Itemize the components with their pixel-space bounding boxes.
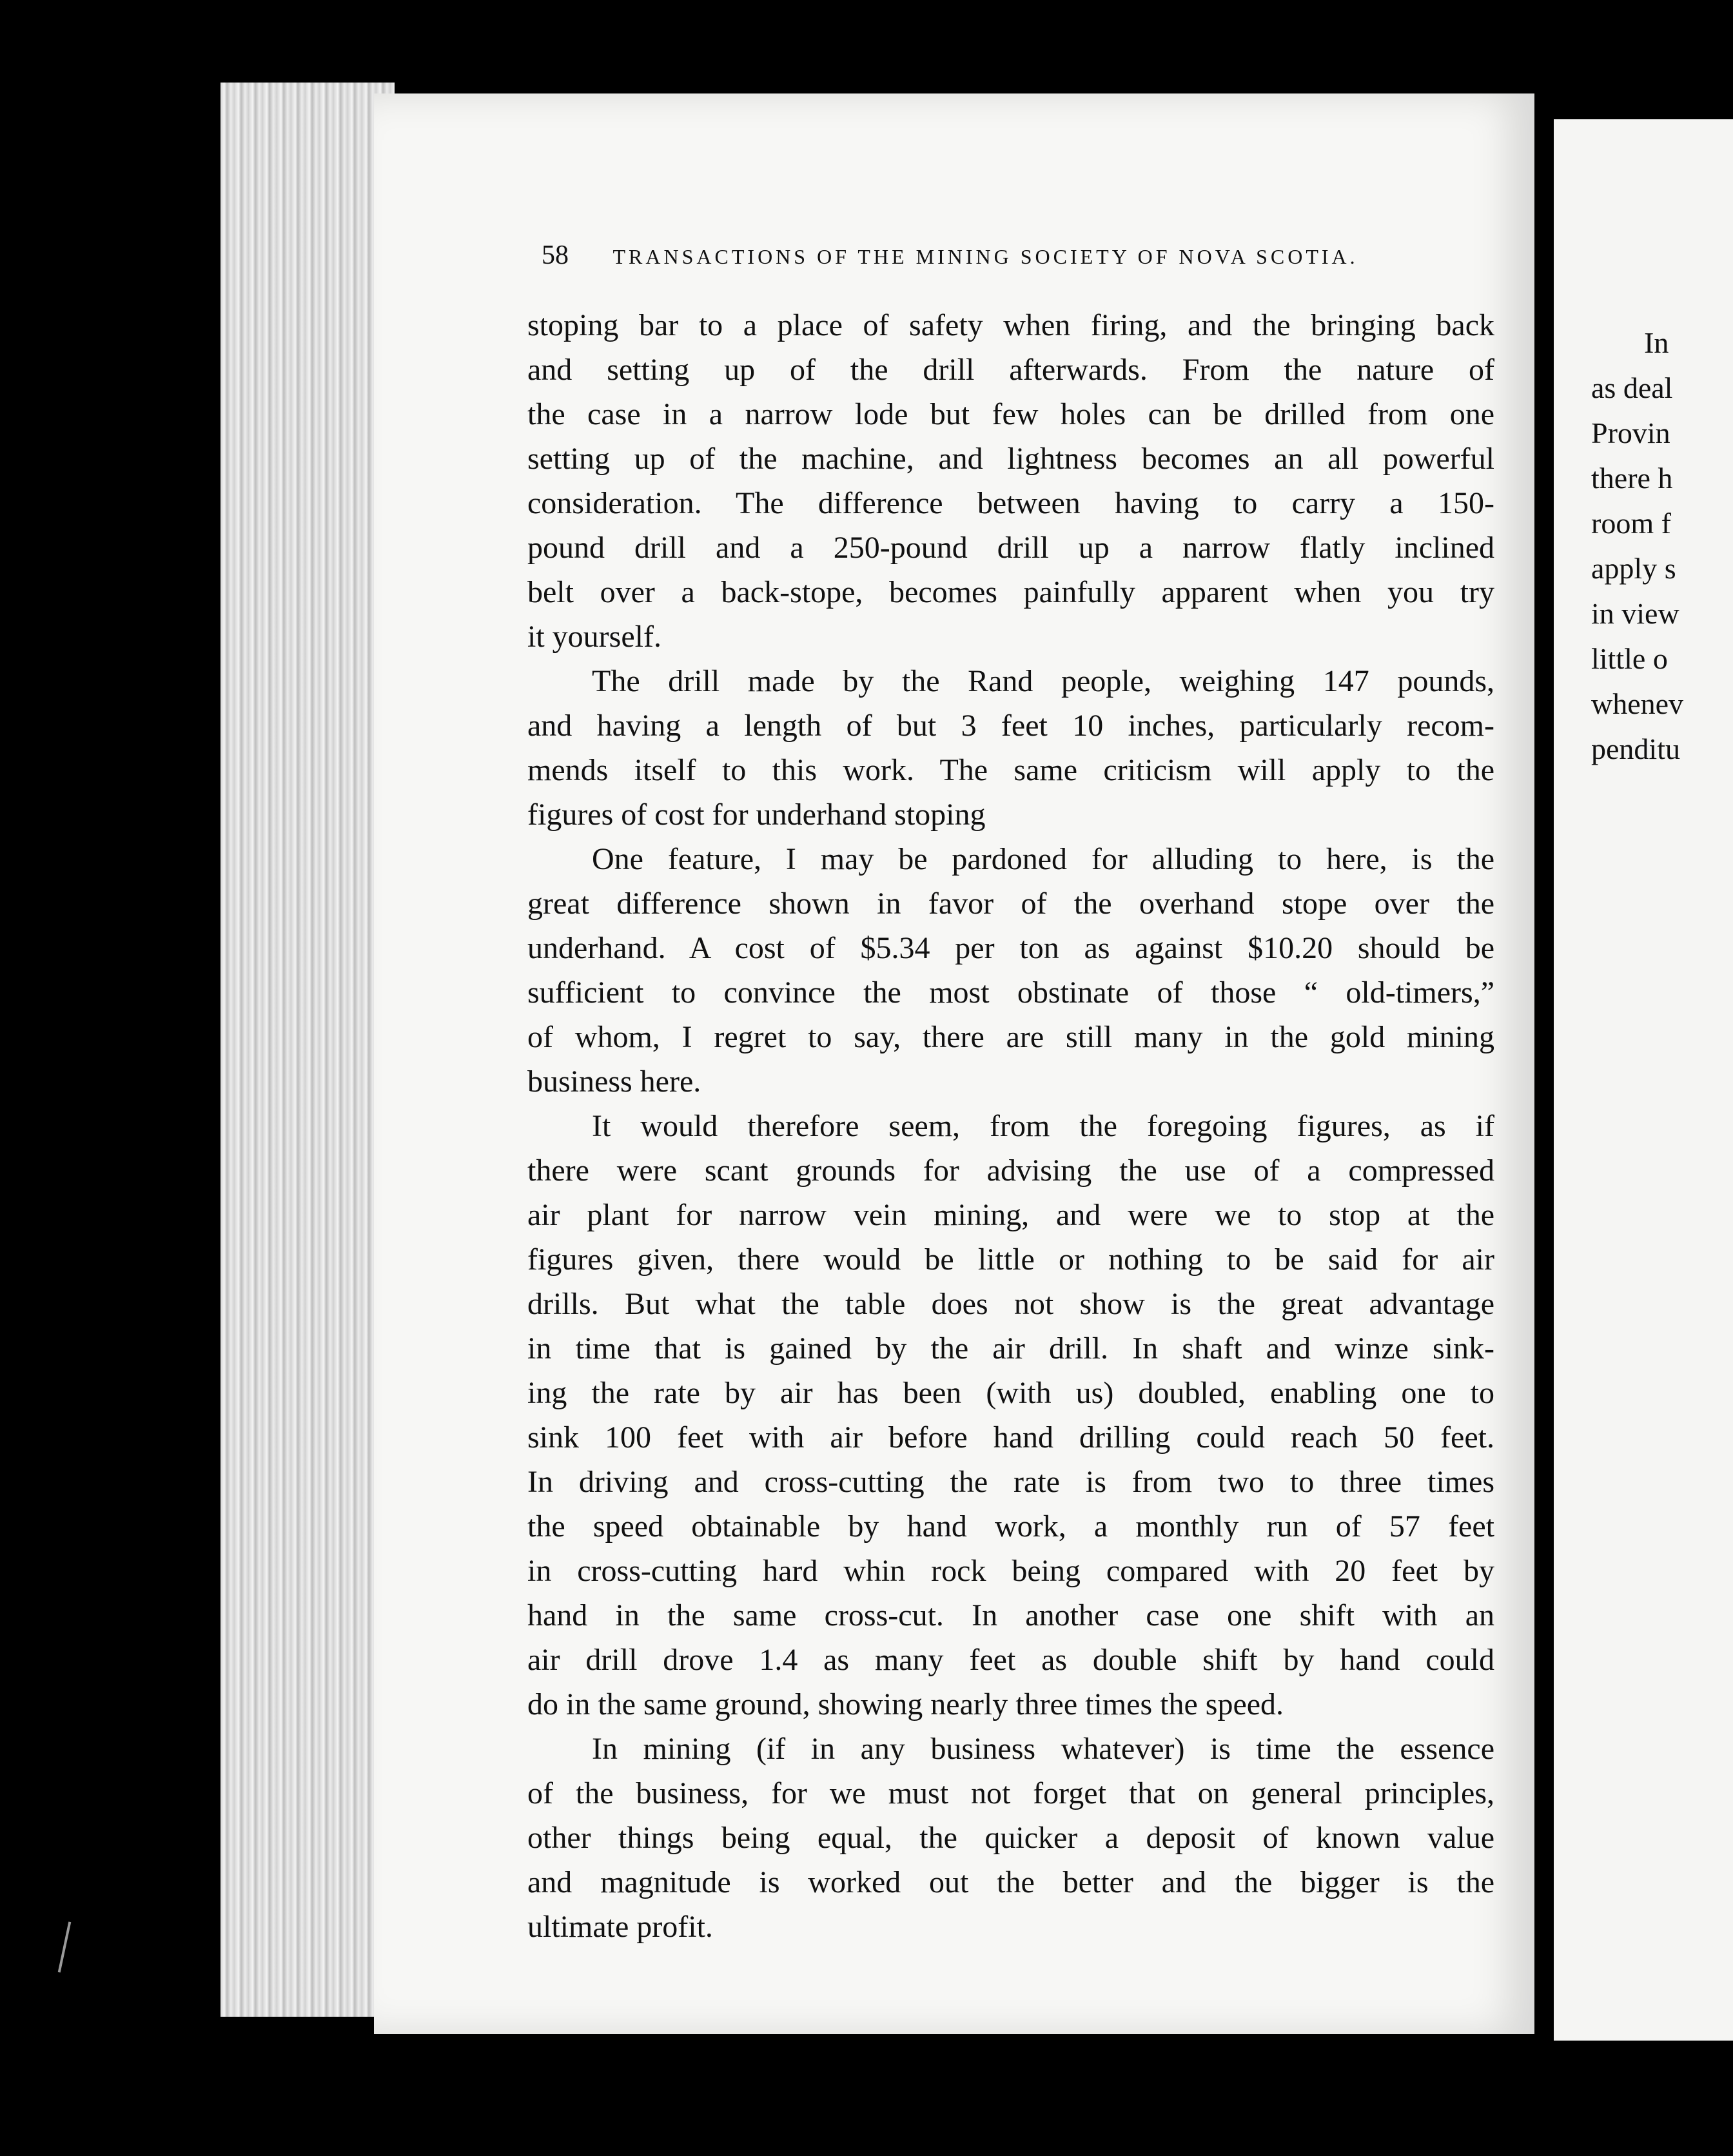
facing-page-line: in view (1591, 597, 1679, 630)
text-line: of the business, for we must not forget that on general principles, (527, 1776, 1494, 1810)
text-line: figures given, there would be little or nothing to be said for air (527, 1242, 1494, 1277)
facing-page-line: Provin (1591, 416, 1670, 449)
text-line: and magnitude is worked out the better and the bigger is the (527, 1865, 1494, 1899)
text-line: In driving and cross-cutting the rate is from two to three times (527, 1465, 1494, 1499)
running-head (542, 240, 1358, 271)
text-line: great difference shown in favor of the overhand stope over the (527, 887, 1494, 921)
text-line: setting up of the machine, and lightness becomes an all powerful (527, 442, 1494, 476)
text-line: the speed obtainable by hand work, a monthly run of 57 feet (527, 1509, 1494, 1544)
text-line: in cross-cutting hard whin rock being compared with 20 feet by (527, 1554, 1494, 1588)
scan-mark (58, 1921, 72, 1972)
text-line: there were scant grounds for advising the use of a compressed (527, 1153, 1494, 1188)
text-line: ultimate profit. (527, 1910, 713, 1944)
book-page-edges (220, 83, 395, 2017)
text-line: figures of cost for underhand stoping (527, 798, 986, 832)
text-line: the case in a narrow lode but few holes can be drilled from one (527, 397, 1494, 431)
text-line: stoping bar to a place of safety when firing, and the bringing back (527, 308, 1494, 342)
text-line: underhand. A cost of $5.34 per ton as against $10.20 should be (527, 931, 1494, 965)
text-line: The drill made by the Rand people, weighing 147 pounds, (592, 664, 1494, 698)
facing-page-line: there h (1591, 462, 1673, 495)
facing-page-line: room f (1591, 507, 1671, 540)
text-line: ing the rate by air has been (with us) doubled, enabling one to (527, 1376, 1494, 1410)
text-line: other things being equal, the quicker a deposit of known value (527, 1821, 1494, 1855)
facing-page-line: whenev (1591, 687, 1684, 720)
text-line: It would therefore seem, from the foregoing figures, as if (592, 1109, 1494, 1143)
text-line: mends itself to this work. The same criticism will apply to the (527, 753, 1494, 787)
article-body (527, 303, 1494, 1949)
text-line: of whom, I regret to say, there are still many in the gold mining (527, 1020, 1494, 1054)
text-line: in time that is gained by the air drill. In shaft and winze sink- (527, 1331, 1494, 1366)
text-line: sink 100 feet with air before hand drilling could reach 50 feet. (527, 1420, 1494, 1455)
text-line: pound drill and a 250-pound drill up a narrow flatly inclined (527, 531, 1494, 565)
facing-page-line: apply s (1591, 552, 1676, 585)
text-line: One feature, I may be pardoned for alluding to here, is the (592, 842, 1494, 876)
text-line: air drill drove 1.4 as many feet as double shift by hand could (527, 1643, 1494, 1677)
facing-page (1554, 119, 1733, 2041)
text-line: hand in the same cross-cut. In another case one shift with an (527, 1598, 1494, 1632)
text-line: drills. But what the table does not show is the great advantage (527, 1287, 1494, 1321)
text-line: do in the same ground, showing nearly three times the speed. (527, 1687, 1284, 1721)
text-line: and having a length of but 3 feet 10 inches, particularly recom- (527, 709, 1494, 743)
text-line: In mining (if in any business whatever) is time the essence (592, 1732, 1494, 1766)
text-line: consideration. The difference between having to carry a 150- (527, 486, 1494, 520)
facing-page-line: little o (1591, 642, 1668, 675)
facing-page-line: In (1644, 326, 1669, 359)
facing-page-line: as deal (1591, 371, 1673, 404)
page-number: 58 (542, 240, 569, 270)
text-line: it yourself. (527, 620, 661, 654)
text-line: business here. (527, 1064, 701, 1099)
text-line: belt over a back-stope, becomes painfully apparent when you try (527, 575, 1494, 609)
text-line: air plant for narrow vein mining, and were we to stop at the (527, 1198, 1494, 1232)
text-line: sufficient to convince the most obstinate of those “ old-timers,” (527, 975, 1494, 1010)
journal-title: TRANSACTIONS OF THE MINING SOCIETY OF NOVA SCOTIA. (612, 245, 1358, 268)
text-line: and setting up of the drill afterwards. From the nature of (527, 353, 1494, 387)
facing-page-line: penditu (1591, 732, 1680, 765)
